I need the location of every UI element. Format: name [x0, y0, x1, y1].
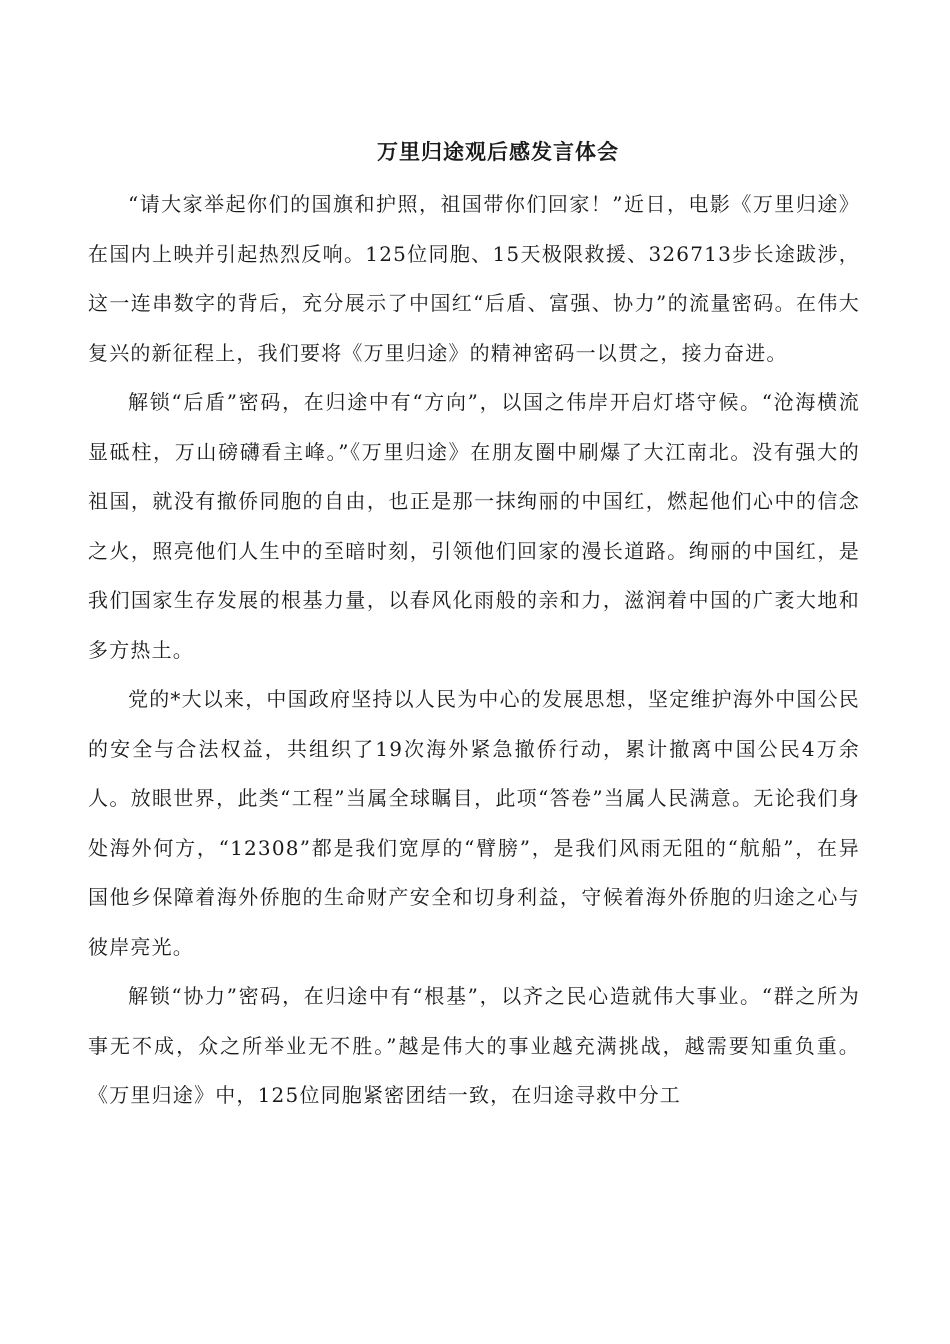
document-title: 万里归途观后感发言体会	[377, 139, 619, 164]
paragraph-4: 解锁“协力”密码，在归途中有“根基”，以齐之民心造就伟大事业。“群之所为事无不成，众之所举业无不胜。”越是伟大的事业越充满挑战，越需要知重负重。《万里归途》中，125位同胞紧密团结一致，在归途寻救中分工	[88, 984, 860, 1107]
paragraph-2: 解锁“后盾”密码，在归途中有“方向”，以国之伟岸开启灯塔守候。“沧海横流显砥柱，万山磅礴看主峰。”《万里归途》在朋友圈中刷爆了大江南北。没有强大的祖国，就没有撤侨同胞的自由，也正是那一抹绚丽的中国红，燃起他们心中的信念之火，照亮他们人生中的至暗时刻，引领他们回家的漫长道路。绚丽的中国红，是我们国家生存发展的根基力量，以春风化雨般的亲和力，滋润着中国的广袤大地和多方热土。	[88, 390, 860, 662]
paragraph-3: 党的*大以来，中国政府坚持以人民为中心的发展思想，坚定维护海外中国公民的安全与合法权益，共组织了19次海外紧急撤侨行动，累计撤离中国公民4万余人。放眼世界，此类“工程”当属全球瞩目，此项“答卷”当属人民满意。无论我们身处海外何方，“12308”都是我们宽厚的“臂膀”，是我们风雨无阻的“航船”，在异国他乡保障着海外侨胞的生命财产安全和切身利益，守候着海外侨胞的归途之心与彼岸亮光。	[88, 687, 860, 959]
document-body	[88, 180, 860, 1121]
paragraph-1: “请大家举起你们的国旗和护照，祖国带你们回家！”近日，电影《万里归途》在国内上映并引起热烈反响。125位同胞、15天极限救援、326713步长途跋涉，这一连串数字的背后，充分展示了中国红“后盾、富强、协力”的流量密码。在伟大复兴的新征程上，我们要将《万里归途》的精神密码一以贯之，接力奋进。	[88, 192, 860, 365]
